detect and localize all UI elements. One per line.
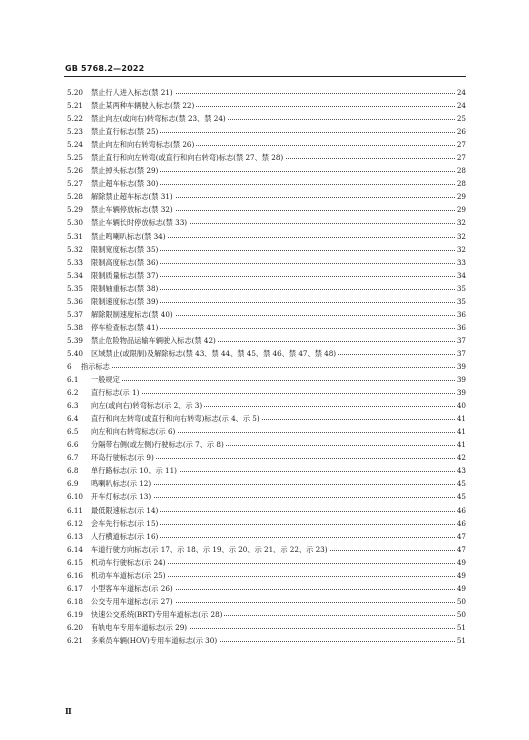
entry-number: 6.18 [67, 596, 84, 606]
entry-number: 5.36 [67, 296, 84, 306]
document-code: GB 5768.2—2022 [65, 64, 145, 73]
entry-number: 5.39 [67, 335, 84, 345]
toc-entry[interactable] [0, 321, 529, 334]
entry-title: 禁止鸣喇叭标志(禁 34) [91, 230, 168, 243]
toc-entry[interactable] [0, 530, 529, 543]
entry-title: 一般规定 [91, 373, 122, 386]
entry-page: 46 [455, 504, 466, 517]
toc-entry[interactable] [0, 203, 529, 216]
toc-entry[interactable] [0, 164, 529, 177]
entry-page: 35 [455, 295, 466, 308]
entry-number: 5.30 [67, 218, 84, 228]
entry-number: 5.22 [67, 114, 84, 124]
entry-page: 51 [455, 634, 466, 647]
entry-title: 停车检查标志(禁 41) [91, 321, 160, 334]
entry-title: 鸣喇叭标志(示 12) [91, 477, 153, 490]
entry-page: 39 [455, 373, 466, 386]
toc-entry[interactable] [0, 334, 529, 347]
entry-title: 禁止超车标志(禁 30) [91, 177, 160, 190]
entry-page: 27 [455, 138, 466, 151]
entry-page: 47 [455, 530, 466, 543]
entry-title: 人行横道标志(示 16) [91, 530, 160, 543]
entry-number: 5.35 [67, 283, 84, 293]
entry-number: 6.14 [67, 544, 84, 554]
entry-number: 5.21 [67, 101, 84, 111]
entry-number: 6.8 [67, 466, 79, 476]
toc-entry[interactable] [0, 282, 529, 295]
entry-page: 50 [455, 608, 466, 621]
toc-entry[interactable] [0, 438, 529, 451]
entry-page: 32 [455, 216, 466, 229]
entry-number: 5.28 [67, 192, 84, 202]
toc-entry[interactable] [0, 190, 529, 203]
entry-title: 限制质量标志(禁 37) [91, 269, 160, 282]
entry-page: 27 [455, 151, 466, 164]
entry-page: 49 [455, 582, 466, 595]
entry-title: 禁止直行和向左转弯(或直行和向右转弯)标志(禁 27、禁 28) [91, 151, 285, 164]
toc-entry[interactable] [0, 504, 529, 517]
entry-page: 24 [455, 99, 466, 112]
entry-number: 6.19 [67, 609, 84, 619]
entry-page: 24 [455, 86, 466, 99]
toc-entry[interactable] [0, 621, 529, 634]
toc-entry[interactable] [0, 360, 529, 373]
entry-title: 限制速度标志(禁 39) [91, 295, 160, 308]
entry-page: 40 [455, 399, 466, 412]
entry-page: 33 [455, 256, 466, 269]
toc-entry[interactable] [0, 477, 529, 490]
entry-page: 37 [455, 347, 466, 360]
entry-title: 指示标志 [81, 360, 112, 373]
entry-page: 36 [455, 321, 466, 334]
toc-entry[interactable] [0, 634, 529, 647]
entry-number: 6.1 [67, 375, 79, 385]
entry-page: 46 [455, 517, 466, 530]
entry-page: 25 [455, 112, 466, 125]
entry-page: 50 [455, 595, 466, 608]
entry-title: 环岛行驶标志(示 9) [91, 451, 156, 464]
entry-number: 5.24 [67, 140, 84, 150]
entry-number: 5.34 [67, 270, 84, 280]
entry-number: 6.5 [67, 427, 79, 437]
entry-title: 限制高度标志(禁 36) [91, 256, 160, 269]
table-of-contents [0, 86, 529, 647]
entry-title: 直行标志(示 1) [91, 386, 141, 399]
entry-title: 解除限制速度标志(禁 40) [91, 308, 175, 321]
entry-title: 分隔带右侧(或左侧)行驶标志(示 7、示 8) [91, 438, 226, 451]
entry-title: 向左(或向右)转弯标志(示 2、示 3) [91, 399, 204, 412]
entry-title: 直行和向左转弯(或直行和向右转弯)标志(示 4、示 5) [91, 412, 262, 425]
entry-title: 车道行驶方向标志(示 17、示 18、示 19、示 20、示 21、示 22、示 23) [91, 543, 330, 556]
toc-entry[interactable] [0, 399, 529, 412]
toc-entry[interactable] [0, 308, 529, 321]
toc-entry[interactable] [0, 582, 529, 595]
page-number: Ⅱ [65, 706, 72, 716]
entry-title: 禁止车辆停放标志(禁 32) [91, 203, 175, 216]
entry-page: 39 [455, 360, 466, 373]
entry-title: 禁止危险物品运输车辆驶入标志(禁 42) [91, 334, 218, 347]
toc-entry[interactable] [0, 595, 529, 608]
toc-entry[interactable] [0, 425, 529, 438]
toc-entry[interactable] [0, 386, 529, 399]
entry-title: 禁止向左和向右转弯标志(禁 26) [91, 138, 196, 151]
entry-page: 37 [455, 334, 466, 347]
entry-page: 49 [455, 569, 466, 582]
entry-title: 解除禁止超车标志(禁 31) [91, 190, 175, 203]
toc-entry[interactable] [0, 451, 529, 464]
dot-leader [91, 393, 465, 394]
entry-number: 5.29 [67, 205, 84, 215]
entry-page: 49 [455, 556, 466, 569]
entry-number: 6.4 [67, 414, 79, 424]
entry-number: 5.40 [67, 348, 84, 358]
entry-number: 5.20 [67, 88, 84, 97]
entry-page: 29 [455, 190, 466, 203]
entry-number: 6 [67, 361, 72, 371]
entry-number: 6.16 [67, 570, 84, 580]
entry-title: 禁止车辆长时停放标志(禁 33) [91, 216, 189, 229]
entry-title: 有轨电车专用车道标志(示 29) [91, 621, 189, 634]
entry-number: 5.38 [67, 322, 84, 332]
entry-title: 单行路标志(示 10、示 11) [91, 464, 179, 477]
entry-page: 34 [455, 269, 466, 282]
entry-number: 5.37 [67, 309, 84, 319]
entry-page: 41 [455, 412, 466, 425]
entry-title: 开车灯标志(示 13) [91, 490, 153, 503]
entry-page: 26 [455, 125, 466, 138]
header-rule [64, 76, 466, 77]
entry-page: 47 [455, 543, 466, 556]
toc-entry[interactable] [0, 464, 529, 477]
entry-number: 6.13 [67, 531, 84, 541]
entry-number: 6.12 [67, 518, 84, 528]
entry-title: 机动车行驶标志(示 24) [91, 556, 168, 569]
toc-entry[interactable] [0, 269, 529, 282]
entry-page: 35 [455, 282, 466, 295]
entry-page: 32 [455, 230, 466, 243]
entry-page: 51 [455, 621, 466, 634]
entry-page: 41 [455, 438, 466, 451]
entry-number: 6.6 [67, 440, 79, 450]
entry-number: 5.31 [67, 231, 84, 241]
entry-title: 禁止某两种车辆驶入标志(禁 22) [91, 99, 196, 112]
entry-number: 5.25 [67, 153, 84, 163]
entry-page: 45 [455, 477, 466, 490]
toc-entry[interactable] [0, 230, 529, 243]
entry-number: 5.32 [67, 244, 84, 254]
toc-entry[interactable] [0, 243, 529, 256]
entry-number: 6.20 [67, 622, 84, 632]
entry-number: 6.3 [67, 401, 79, 411]
toc-entry[interactable] [0, 177, 529, 190]
entry-number: 6.10 [67, 492, 84, 502]
entry-number: 6.11 [67, 505, 84, 515]
entry-number: 5.23 [67, 127, 84, 137]
entry-title: 禁止掉头标志(禁 29) [91, 164, 160, 177]
entry-number: 5.26 [67, 166, 84, 176]
entry-title: 限制宽度标志(禁 35) [91, 243, 160, 256]
toc-entry[interactable] [0, 608, 529, 621]
entry-number: 6.21 [67, 635, 84, 645]
toc-entry[interactable] [0, 125, 529, 138]
entry-page: 41 [455, 425, 466, 438]
toc-entry[interactable] [0, 569, 529, 582]
entry-title: 多乘员车辆(HOV)专用车道标志(示 30) [91, 634, 219, 647]
toc-entry[interactable] [0, 151, 529, 164]
entry-page: 43 [455, 464, 466, 477]
toc-entry[interactable] [0, 86, 529, 99]
entry-page: 29 [455, 203, 466, 216]
entry-title: 公交专用车道标志(示 27) [91, 595, 175, 608]
entry-number: 6.17 [67, 583, 84, 593]
entry-number: 6.15 [67, 557, 84, 567]
entry-title: 向左和向右转弯标志(示 6) [91, 425, 177, 438]
toc-entry[interactable] [0, 112, 529, 125]
dot-leader [91, 367, 465, 368]
toc-entry[interactable] [0, 412, 529, 425]
entry-title: 最低限速标志(示 14) [91, 504, 160, 517]
dot-leader [91, 380, 465, 381]
toc-entry[interactable] [0, 347, 529, 360]
entry-title: 机动车车道标志(示 25) [91, 569, 168, 582]
entry-title: 快速公交系统(BRT)专用车道标志(示 28) [91, 608, 224, 621]
entry-page: 28 [455, 177, 466, 190]
entry-number: 6.7 [67, 453, 79, 463]
toc-entry[interactable] [0, 543, 529, 556]
toc-entry[interactable] [0, 99, 529, 112]
entry-page: 36 [455, 308, 466, 321]
entry-page: 28 [455, 164, 466, 177]
entry-number: 6.2 [67, 388, 79, 398]
entry-title: 小型客车车道标志(示 26) [91, 582, 175, 595]
entry-title: 区域禁止(或限制)及解除标志(禁 43、禁 44、禁 45、禁 46、禁 47、禁 48) [91, 347, 338, 360]
entry-page: 42 [455, 451, 466, 464]
toc-entry[interactable] [0, 295, 529, 308]
entry-page: 39 [455, 386, 466, 399]
entry-number: 5.33 [67, 257, 84, 267]
toc-entry[interactable] [0, 216, 529, 229]
toc-entry[interactable] [0, 490, 529, 503]
entry-title: 会车先行标志(示 15) [91, 517, 160, 530]
entry-title: 禁止向左(或向右)转弯标志(禁 23、禁 24) [91, 112, 228, 125]
entry-page: 45 [455, 490, 466, 503]
entry-number: 6.9 [67, 479, 79, 489]
toc-entry[interactable] [0, 373, 529, 386]
entry-number: 5.27 [67, 179, 84, 189]
toc-entry[interactable] [0, 138, 529, 151]
toc-entry[interactable] [0, 556, 529, 569]
entry-page: 32 [455, 243, 466, 256]
entry-title: 禁止行人进入标志(禁 21) [91, 86, 175, 99]
entry-title: 限制轴重标志(禁 38) [91, 282, 160, 295]
entry-title: 禁止直行标志(禁 25) [91, 125, 160, 138]
toc-entry[interactable] [0, 256, 529, 269]
toc-entry[interactable] [0, 517, 529, 530]
